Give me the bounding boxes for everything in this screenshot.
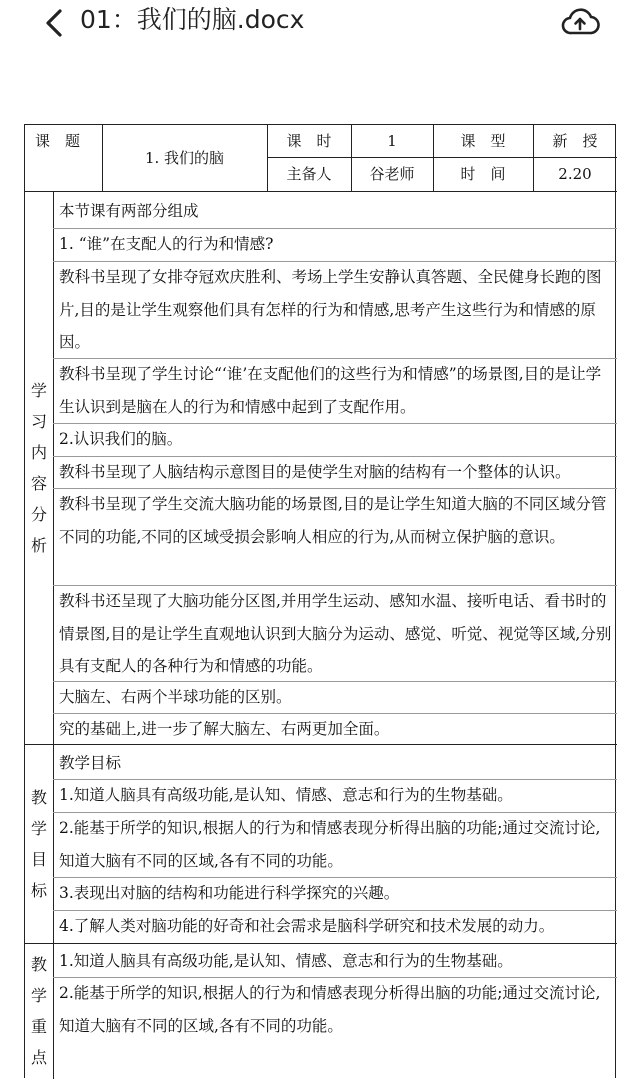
- type-label: 课 型: [460, 132, 506, 150]
- label-char: 析: [30, 535, 47, 555]
- analysis-paragraph: 教科书呈现了女排夺冠欢庆胜利、考场上学生安静认真答题、全民健身长跑的图片,目的是让学生观察他们具有怎样的行为和情感,思考产生这些行为和情感的原因。: [59, 268, 602, 351]
- label-char: 学: [30, 380, 47, 400]
- analysis-paragraph: 教科书呈现了学生讨论“‘谁’在支配他们的这些行为和情感”的场景图,目的是让学生认识到是脑在人的行为和情感中起到了支配作用。: [59, 365, 602, 416]
- document-title: 01：我们的脑.docx: [80, 5, 305, 34]
- label-char: 容: [30, 473, 47, 493]
- grid-line: [53, 191, 54, 1079]
- back-arrow-icon[interactable]: [40, 8, 70, 38]
- grid-line: [25, 191, 617, 192]
- keypoint-item: 2.能基于所学的知识,根据人的行为和情感表现分析得出脑的功能;通过交流讨论,知道大脑有不同的区域,各有不同的功能。: [59, 984, 601, 1035]
- analysis-heading-1: 1. “谁”在支配人的行为和情感?: [59, 235, 274, 253]
- goal-item: 3.表现出对脑的结构和功能进行科学探究的兴趣。: [59, 884, 400, 902]
- label-char: 点: [30, 1048, 47, 1067]
- time-label: 时 间: [460, 165, 506, 183]
- label-char: 内: [30, 442, 47, 462]
- label-char: 学: [30, 986, 47, 1005]
- goal-item: 1.知道人脑具有高级功能,是认知、情感、意志和行为的生物基础。: [59, 786, 513, 804]
- label-char: 目: [30, 849, 47, 869]
- type-value: 新 授: [552, 132, 598, 150]
- app-header: [0, 0, 640, 50]
- analysis-paragraph: 教科书还呈现了大脑功能分区图,并用学生运动、感知水温、接听电话、看书时的情景图,目的是让学生直观地认识到大脑分为运动、感觉、听觉、视觉等区域,分别具有支配人的各种行为和情感的功能。: [59, 592, 612, 675]
- goals-heading: 教学目标: [59, 754, 122, 772]
- period-value: 1: [387, 132, 397, 150]
- analysis-paragraph: 教科书呈现了学生交流大脑功能的场景图,目的是让学生知道大脑的不同区域分管不同的功能,不同的区域受损会影响人相应的行为,从而树立保护脑的意识。: [59, 495, 607, 546]
- label-char: 重: [30, 1017, 47, 1036]
- analysis-section-label: [25, 191, 53, 744]
- preparer-value: 谷老师: [369, 165, 415, 183]
- label-char: 标: [30, 880, 47, 900]
- analysis-heading-2: 2.认识我们的脑。: [59, 430, 183, 448]
- period-label: 课 时: [286, 132, 332, 150]
- label-char: 教: [30, 787, 47, 807]
- label-char: 学: [30, 818, 47, 838]
- analysis-paragraph: 究的基础上,进一步了解大脑左、右两更加全面。: [59, 720, 390, 738]
- grid-line: [25, 943, 617, 944]
- analysis-paragraph: 大脑左、右两个半球功能的区别。: [59, 688, 292, 706]
- keypoints-section-label: [25, 943, 53, 1079]
- lesson-value: 1. 我们的脑: [144, 149, 225, 167]
- label-char: 分: [30, 504, 47, 524]
- lesson-plan-table: [24, 124, 616, 1078]
- goal-item: 4.了解人类对脑功能的好奇和社会需求是脑科学研究和技术发展的动力。: [59, 917, 555, 935]
- analysis-intro: 本节课有两部分组成: [59, 202, 199, 220]
- label-char: 教: [30, 955, 47, 974]
- preparer-label: 主备人: [286, 165, 332, 183]
- analysis-paragraph: 教科书呈现了人脑结构示意图目的是使学生对脑的结构有一个整体的认识。: [59, 463, 571, 481]
- time-value: 2.20: [558, 165, 592, 183]
- cloud-upload-icon[interactable]: [560, 6, 600, 38]
- lesson-label: 课 题: [35, 132, 81, 150]
- goals-section-label: [25, 744, 53, 943]
- keypoint-item: 1.知道人脑具有高级功能,是认知、情感、意志和行为的生物基础。: [59, 952, 513, 970]
- goal-item: 2.能基于所学的知识,根据人的行为和情感表现分析得出脑的功能;通过交流讨论,知道大脑有不同的区域,各有不同的功能。: [59, 819, 601, 870]
- label-char: 习: [30, 411, 47, 431]
